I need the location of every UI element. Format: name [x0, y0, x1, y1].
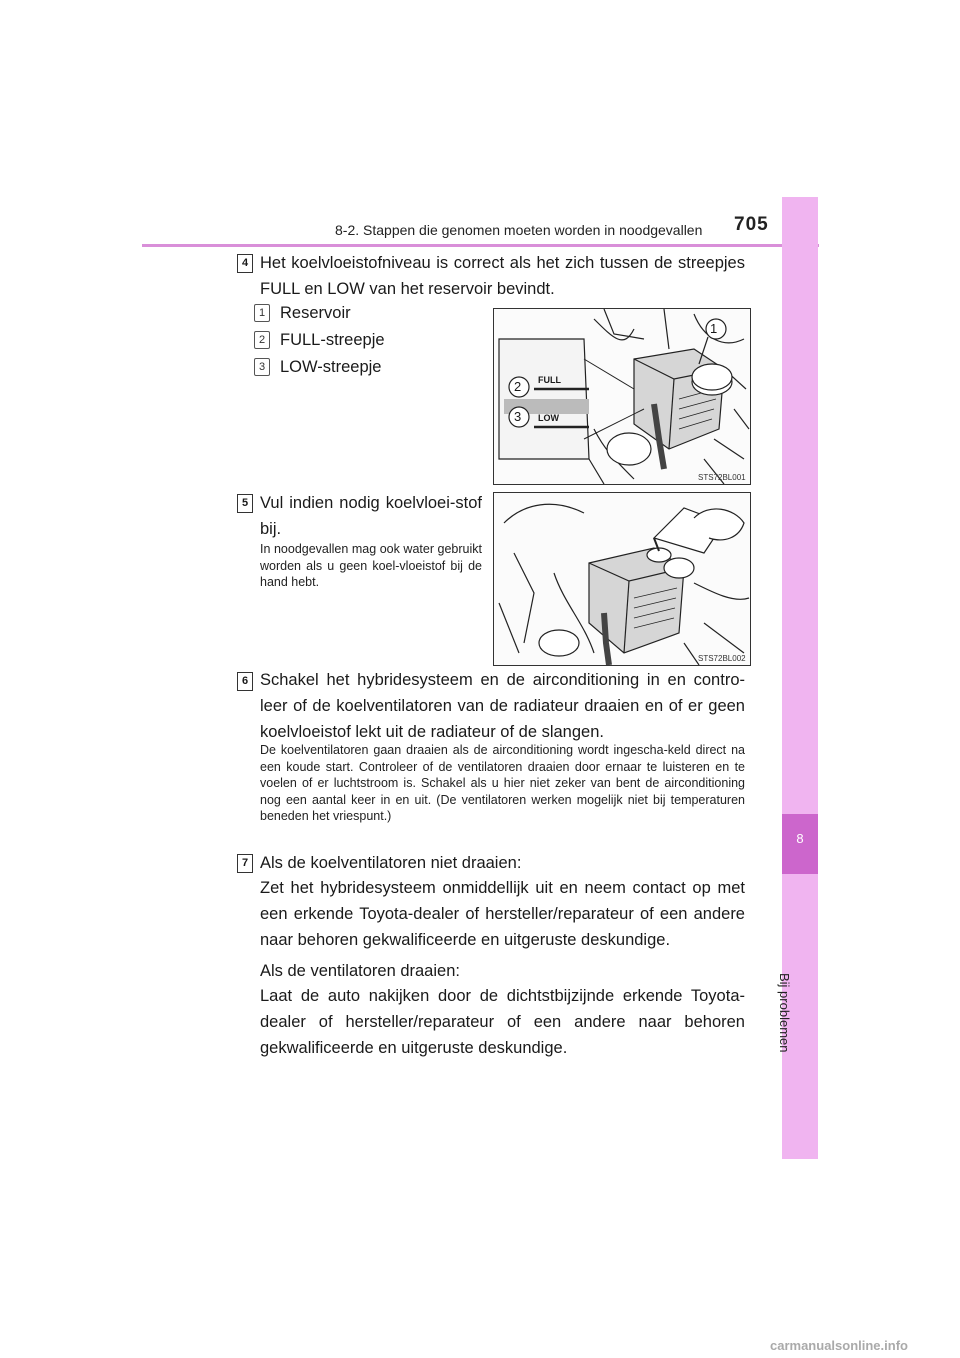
chapter-number: 8: [796, 831, 804, 846]
step-badge-7: 7: [237, 854, 253, 873]
step-5-note: In noodgevallen mag ook water gebruikt worden als u geen koel-vloeistof bij de hand hebt.: [260, 542, 482, 589]
refill-drawing: [494, 493, 750, 665]
step-6-text: Schakel het hybridesysteem en de airconditioning in en contro-leer of de koelventilatoren van de radiateur draaien en of er geen koelvloeistof lekt uit de radiateur of de slangen.: [260, 671, 745, 741]
callout-1: 1: [710, 321, 718, 336]
callout-2: 2: [514, 379, 522, 394]
item-label-reservoir: Reservoir: [280, 304, 351, 322]
footer-watermark: carmanualsonline.info: [770, 1338, 908, 1353]
item-num-2: 2: [254, 331, 270, 349]
step-badge-6: 6: [237, 672, 253, 691]
step-7-case2-text: Laat de auto nakijken door de dichtstbijzijnde erkende Toyota-dealer of hersteller/reparateur of een andere naar behoren gekwalificeerde en uitgeruste deskundige.: [260, 987, 745, 1057]
step-6-note: De koelventilatoren gaan draaien als de airconditioning wordt ingescha-keld direct na een koude start. Controleer of de ventilatoren draaien door ernaar te luisteren en te voelen of er luchtstroom is. Schakel als u hier niet zeker van bent de airconditioning nog een aantal keer in en uit. (De ventilatoren werken mogelijk niet bij temperaturen beneden het vriespunt.): [260, 743, 745, 823]
item-num-3: 3: [254, 358, 270, 376]
refill-illustration: [493, 492, 751, 666]
step-badge-5: 5: [237, 494, 253, 513]
step-7-case2-heading: Als de ventilatoren draaien:: [260, 962, 460, 980]
low-mark-label: LOW: [538, 413, 559, 423]
reservoir-illustration: [493, 308, 751, 485]
section-title: 8-2. Stappen die genomen moeten worden in noodgevallen: [335, 222, 703, 238]
step-7-case1-text: Zet het hybridesysteem onmiddellijk uit en neem contact op met een erkende Toyota-dealer of hersteller/reparateur of een andere naar behoren gekwalificeerde en uitgeruste deskundige.: [260, 879, 745, 949]
full-mark-label: FULL: [538, 375, 561, 385]
header-rule: [142, 244, 819, 247]
callout-3: 3: [514, 409, 522, 424]
step-badge-4: 4: [237, 254, 253, 273]
step-7-case1-heading: Als de koelventilatoren niet draaien:: [260, 854, 522, 872]
figure-code-2: STS72BL002: [698, 654, 746, 663]
step-4-text: Het koelvloeistofniveau is correct als het zich tussen de streepjes FULL en LOW van het reservoir bevindt.: [260, 254, 745, 298]
item-num-1: 1: [254, 304, 270, 322]
item-label-low: LOW-streepje: [280, 358, 382, 376]
item-label-full: FULL-streepje: [280, 331, 385, 349]
chapter-label: Bij problemen: [777, 973, 792, 1053]
page-number: 705: [734, 214, 769, 235]
step-5-text: Vul indien nodig koelvloei-stof bij.: [260, 494, 482, 538]
figure-code-1: STS72BL001: [698, 473, 746, 482]
